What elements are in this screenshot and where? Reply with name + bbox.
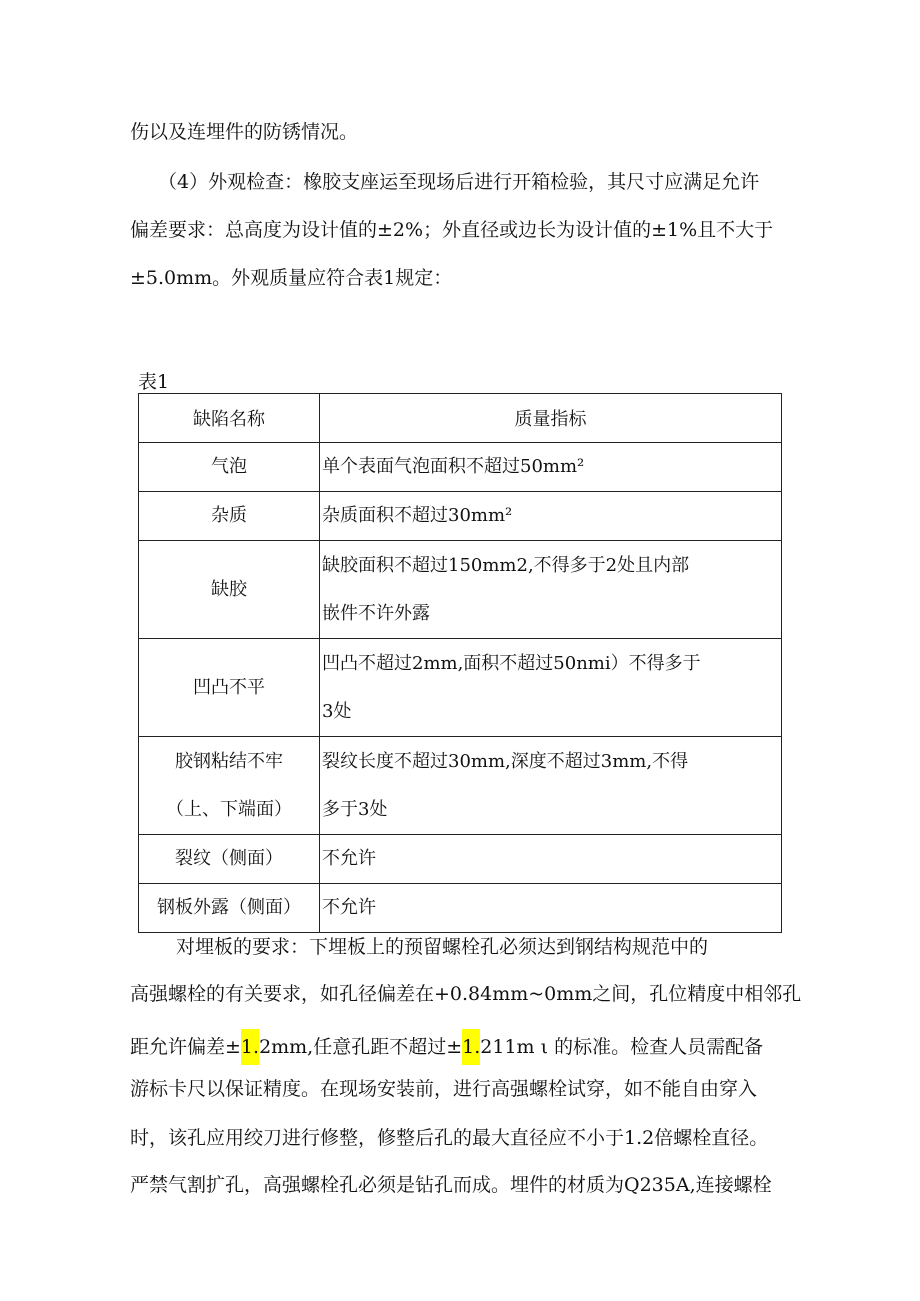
paragraph-line — [130, 1029, 763, 1065]
quality-index-line: 凹凸不超过2mm,面积不超过50nmi）不得多于 — [322, 652, 701, 674]
defect-name: 裂纹（侧面） — [139, 835, 320, 884]
defect-name-line: 胶钢粘结不牢 — [175, 750, 283, 772]
defect-name-line: （上、下端面） — [166, 798, 292, 820]
defect-name: 凹凸不平 — [139, 639, 320, 737]
quality-index-line: 缺胶面积不超过150mm2,不得多于2处且内部 — [322, 554, 690, 576]
table-row — [139, 492, 782, 541]
highlighted-text: 1. — [462, 1029, 480, 1065]
paragraph-line: 时，该孔应用绞刀进行修整，修整后孔的最大直径应不小于1.2倍螺栓直径。 — [130, 1127, 769, 1149]
quality-index — [320, 541, 782, 639]
paragraph-line: 高强螺栓的有关要求，如孔径偏差在+0.84mm~0mm之间，孔位精度中相邻孔 — [130, 983, 802, 1005]
header-defect-name: 缺陷名称 — [139, 394, 320, 443]
table-row — [139, 541, 782, 639]
paragraph-line: 伤以及连埋件的防锈情况。 — [130, 121, 359, 143]
quality-index — [320, 639, 782, 737]
quality-index: 单个表面气泡面积不超过50mm² — [320, 443, 782, 492]
paragraph-line: 偏差要求：总高度为设计值的±2%；外直径或边长为设计值的±1%且不大于 — [130, 219, 774, 241]
table-row — [139, 835, 782, 884]
table-header-row — [139, 394, 782, 443]
table-row — [139, 884, 782, 933]
defect-name — [139, 737, 320, 835]
quality-index: 不允许 — [320, 884, 782, 933]
table-row — [139, 443, 782, 492]
quality-index: 不允许 — [320, 835, 782, 884]
text-run: 211m ι 的标准。检查人员需配备 — [480, 1036, 764, 1058]
table-row — [139, 737, 782, 835]
table-caption: 表1 — [138, 371, 170, 393]
text-run: 2mm,任意孔距不超过± — [259, 1036, 463, 1058]
paragraph-line: 严禁气割扩孔，高强螺栓孔必须是钻孔而成。埋件的材质为Q235A,连接螺栓 — [130, 1174, 772, 1196]
text-run: 距允许偏差± — [130, 1036, 241, 1058]
table-row — [139, 639, 782, 737]
defect-quality-table — [138, 393, 782, 933]
quality-index-line: 3处 — [322, 700, 352, 722]
highlighted-text: 1. — [241, 1029, 259, 1065]
header-quality-index: 质量指标 — [320, 394, 782, 443]
quality-index-line: 嵌件不许外露 — [322, 602, 430, 624]
defect-name: 钢板外露（侧面） — [139, 884, 320, 933]
defect-name: 缺胶 — [139, 541, 320, 639]
quality-index-line: 裂纹长度不超过30mm,深度不超过3mm,不得 — [322, 750, 689, 772]
quality-index-line: 多于3处 — [322, 798, 388, 820]
paragraph-line: （4）外观检查：橡胶支座运至现场后进行开箱检验，其尺寸应满足允许 — [158, 171, 760, 193]
defect-name: 杂质 — [139, 492, 320, 541]
quality-index — [320, 737, 782, 835]
paragraph-line: ±5.0mm。外观质量应符合表1规定： — [130, 267, 453, 289]
quality-index: 杂质面积不超过30mm² — [320, 492, 782, 541]
paragraph-line: 对埋板的要求：下埋板上的预留螺栓孔必须达到钢结构规范中的 — [176, 936, 709, 958]
defect-name: 气泡 — [139, 443, 320, 492]
paragraph-line: 游标卡尺以保证精度。在现场安装前，进行高强螺栓试穿，如不能自由穿入 — [130, 1078, 758, 1100]
